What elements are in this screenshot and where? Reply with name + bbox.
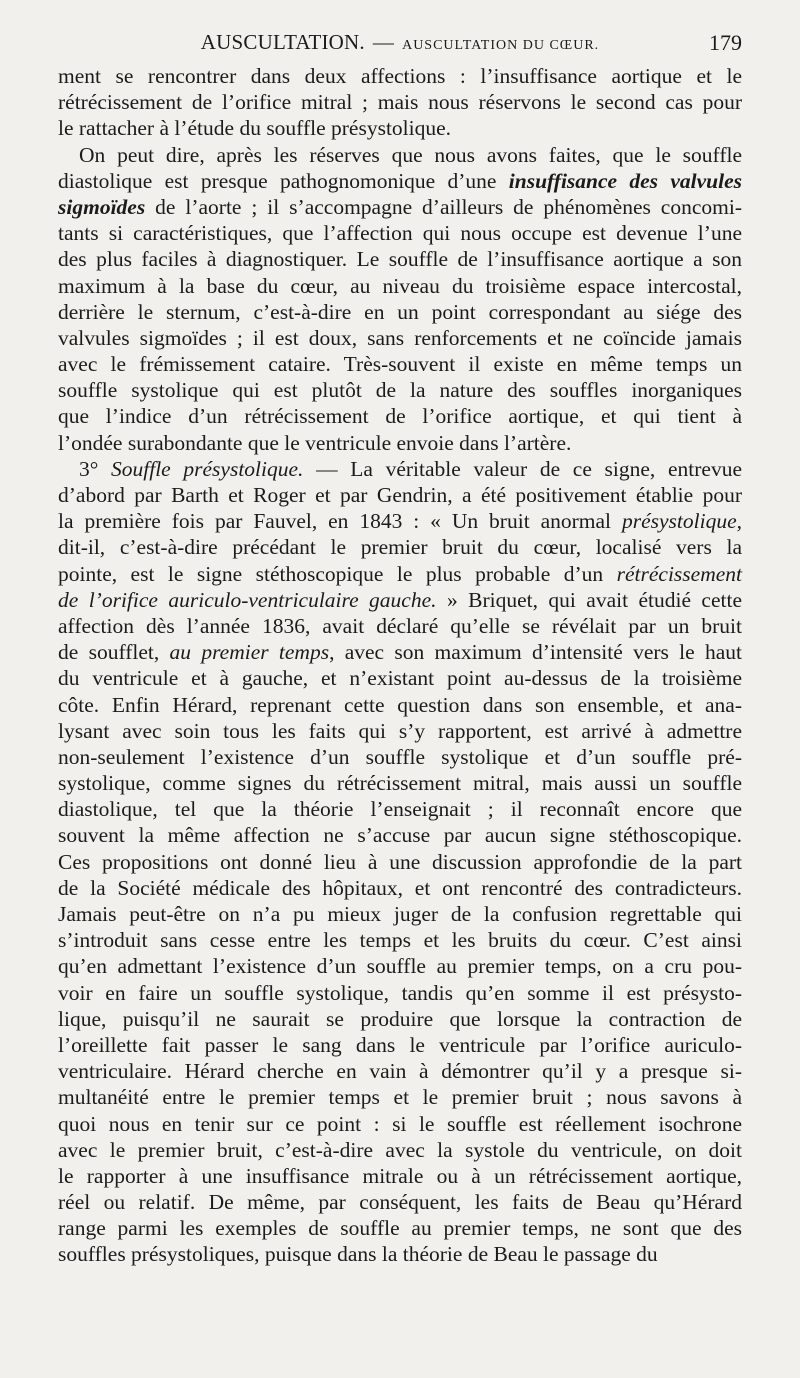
text-line <box>58 482 742 508</box>
text-line <box>58 534 742 560</box>
text-run: souffles présystoliques, puisque dans la théorie de Beau le passage du <box>58 1242 658 1267</box>
text-line <box>58 430 742 456</box>
text-run: rétrécissement de l’orifice mitral ; mais nous réservons le second cas pour <box>58 90 742 115</box>
text-run: du ventricule et à gauche, et n’existant point au-dessus de la troisième <box>58 666 742 691</box>
header-separator: — <box>372 30 395 54</box>
text-run: On peut dire, après les réserves que nous avons faites, que le souffle <box>79 142 742 167</box>
text-line <box>58 1111 742 1137</box>
text-run: qu’en admettant l’existence d’un souffle au premier temps, on a cru pou- <box>58 954 742 979</box>
text-run: des plus faciles à diagnostiquer. Le souffle de l’insuffisance aortique a son <box>58 247 742 272</box>
text-line <box>58 377 742 403</box>
text-run: multanéité entre le premier temps et le premier bruit ; nous savons à <box>58 1085 742 1110</box>
text-line <box>58 980 742 1006</box>
text-run: diastolique, tel que la théorie l’enseignait ; il reconnaît encore que <box>58 797 742 822</box>
text-run: de l’aorte ; il s’accompagne d’ailleurs de phénomènes concomi- <box>145 194 742 219</box>
text-line <box>58 456 742 482</box>
text-line <box>58 561 742 587</box>
text-line <box>58 1058 742 1084</box>
text-run: le rattacher à l’étude du souffle présystolique. <box>58 116 452 141</box>
text-line <box>58 901 742 927</box>
text-run: avec le premier bruit, c’est-à-dire avec la systole du ventricule, on doit <box>58 1137 742 1162</box>
text-line <box>58 403 742 429</box>
text-line <box>58 168 742 194</box>
subsection-title: AUSCULTATION DU CŒUR. <box>402 38 600 53</box>
text-run: affection dès l’année 1836, avait déclaré qu’elle se révélait par un bruit <box>58 613 742 638</box>
emphasized-text: Souffle présystolique. <box>111 456 304 481</box>
text-line <box>58 587 742 613</box>
text-line <box>58 770 742 796</box>
text-run: » Briquet, qui avait étudié cette <box>436 587 742 612</box>
text-line <box>58 142 742 168</box>
emphasized-text: au premier temps <box>169 640 330 665</box>
text-line <box>58 273 742 299</box>
text-line <box>58 796 742 822</box>
text-line <box>58 299 742 325</box>
text-run: maximum à la base du cœur, au niveau du troisième espace intercostal, <box>58 273 742 298</box>
emphasized-text: de l’orifice auriculo-ventriculaire gauche. <box>58 587 437 612</box>
page-number: 179 <box>709 30 742 55</box>
text-line <box>58 194 742 220</box>
text-run: — La véritable valeur de ce signe, entrevue <box>303 456 742 481</box>
text-line <box>58 1137 742 1163</box>
running-header <box>58 30 742 56</box>
text-line <box>58 89 742 115</box>
emphasized-text: présystolique, <box>621 509 742 534</box>
text-line <box>58 1006 742 1032</box>
text-run: ventriculaire. Hérard cherche en vain à démontrer qu’il y a presque si- <box>58 1059 742 1084</box>
text-run: diastolique est presque pathognomonique d’une <box>58 168 509 193</box>
text-line <box>58 1215 742 1241</box>
text-run: pointe, est le signe stéthoscopique le plus probable d’un <box>58 561 617 586</box>
text-run: non-seulement l’existence d’un souffle systolique et d’un souffle pré- <box>58 744 742 769</box>
text-run: avec le frémissement cataire. Très-souvent il existe en même temps un <box>58 352 742 377</box>
text-run: range parmi les exemples de souffle au premier temps, ne sont que des <box>58 1216 742 1241</box>
text-run: quoi nous en tenir sur ce point : si le souffle est réellement isochrone <box>58 1111 742 1136</box>
text-run: l’ondée surabondante que le ventricule envoie dans l’artère. <box>58 430 572 455</box>
text-run: côte. Enfin Hérard, reprenant cette question dans son ensemble, et ana- <box>58 692 742 717</box>
text-run: derrière le sternum, c’est-à-dire en un point correspondant au siége des <box>58 299 742 324</box>
text-run: de soufflet, <box>58 640 170 665</box>
text-run: lysant avec soin tous les faits qui s’y rapportent, est arrivé à admettre <box>58 718 742 743</box>
text-run: le rapporter à une insuffisance mitrale ou à un rétrécissement aortique, <box>58 1163 742 1188</box>
text-line <box>58 115 742 141</box>
text-run: Jamais peut-être on n’a pu mieux juger de la confusion regrettable qui <box>58 902 742 926</box>
text-line <box>58 822 742 848</box>
running-title <box>58 30 742 55</box>
text-line <box>58 639 742 665</box>
text-run: souffle systolique qui est plutôt de la nature des souffles inorganiques <box>58 378 742 403</box>
text-run: d’abord par Barth et Roger et par Gendrin, a été positivement établie pour <box>58 483 742 507</box>
text-line <box>58 718 742 744</box>
text-run: voir en faire un souffle systolique, tandis qu’en somme il est présysto- <box>58 980 742 1005</box>
text-line <box>58 1032 742 1058</box>
text-line <box>58 351 742 377</box>
text-line <box>58 508 742 534</box>
section-title: AUSCULTATION. <box>200 30 365 54</box>
body-text <box>58 63 742 1268</box>
text-line <box>58 849 742 875</box>
text-run: tants si caractéristiques, que l’affection qui nous occupe est devenue l’une <box>58 221 742 246</box>
text-line <box>58 1241 742 1267</box>
text-line <box>58 744 742 770</box>
text-run: dit-il, c’est-à-dire précédant le premier bruit du cœur, localisé vers la <box>58 535 742 560</box>
text-run: , avec son maximum d’intensité vers le haut <box>329 640 742 665</box>
text-run: valvules sigmoïdes ; il est doux, sans renforcements et ne coïncide jamais <box>58 325 742 350</box>
text-run: que l’indice d’un rétrécissement de l’orifice aortique, et qui tient à <box>58 404 742 429</box>
text-line <box>58 220 742 246</box>
text-line <box>58 613 742 639</box>
text-run: systolique, comme signes du rétrécissement mitral, mais aussi un souffle <box>58 771 742 796</box>
text-run: ment se rencontrer dans deux affections : l’insuffisance aortique et le <box>58 64 742 88</box>
emphasized-text: rétrécissement <box>616 561 742 586</box>
text-run: souvent la même affection ne s’accuse par aucun signe stéthoscopique. <box>58 823 742 848</box>
text-line <box>58 63 742 89</box>
text-run: Ces propositions ont donné lieu à une discussion approfondie de la part <box>58 849 742 874</box>
text-run: la première fois par Fauvel, en 1843 : « Un bruit anormal <box>58 509 622 534</box>
text-line <box>58 1163 742 1189</box>
emphasized-text: sigmoïdes <box>58 194 146 219</box>
text-line <box>58 927 742 953</box>
text-line <box>58 246 742 272</box>
text-run: s’introduit sans cesse entre les temps et les bruits du cœur. C’est ainsi <box>58 928 742 953</box>
text-run: l’oreillette fait passer le sang dans le ventricule par l’orifice auriculo- <box>58 1032 742 1057</box>
text-line <box>58 1189 742 1215</box>
text-run: réel ou relatif. De même, par conséquent, les faits de Beau qu’Hérard <box>58 1190 742 1215</box>
text-line <box>58 875 742 901</box>
text-run: 3° <box>79 456 112 481</box>
text-run: de la Société médicale des hôpitaux, et ont rencontré des contradicteurs. <box>58 875 742 900</box>
text-line <box>58 1084 742 1110</box>
emphasized-text: insuffisance des valvules <box>508 168 742 193</box>
text-line <box>58 953 742 979</box>
text-line <box>58 325 742 351</box>
text-line <box>58 692 742 718</box>
text-run: lique, puisqu’il ne saurait se produire que lorsque la contraction de <box>58 1006 742 1031</box>
text-line <box>58 665 742 691</box>
